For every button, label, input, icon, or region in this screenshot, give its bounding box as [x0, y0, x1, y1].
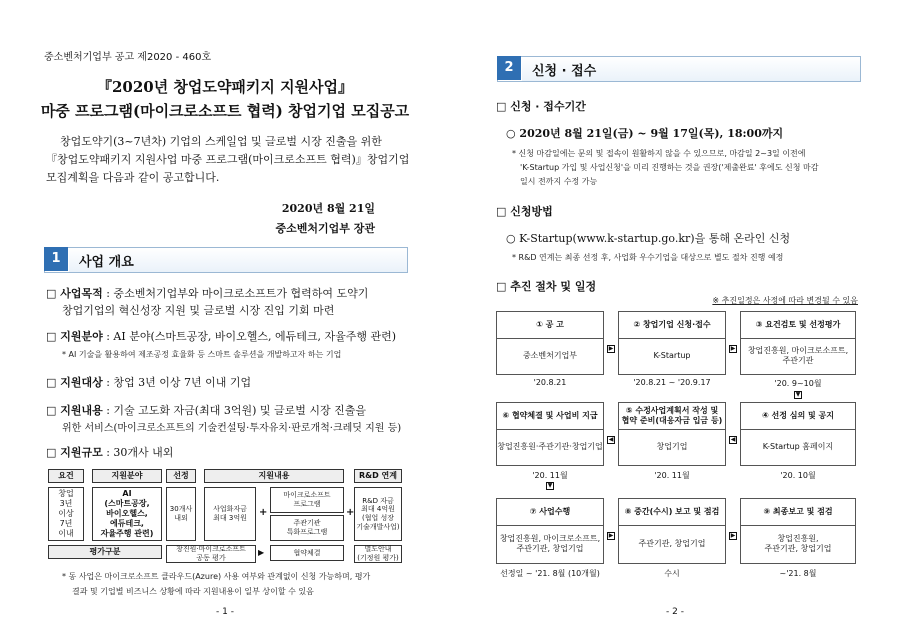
method-note: * R&D 연계는 최종 선정 후, 사업화 우수기업을 대상으로 별도 절차 진행 예정 [512, 253, 784, 262]
step-3 [740, 311, 856, 375]
table-separate: 별도안내 (기정원 평가) [354, 545, 402, 563]
target-label: □ 지원대상 [46, 376, 103, 389]
arrow-down-icon: ▼ [547, 482, 553, 489]
table-select: 30개사 내외 [166, 487, 196, 541]
purpose-text2: 창업기업의 혁신성장 지원 및 글로벌 시장 진입 기회 마련 [62, 304, 335, 317]
table-rnd: R&D 자금 최대 4억원 (협업 성장 기술개발사업) [354, 487, 402, 541]
period-note1: * 신청 마감일에는 문의 및 접속이 원활하지 않을 수 있으므로, 마감일 2~3일 이전에 [512, 149, 806, 158]
doc-title-line2: 마중 프로그램(마이크로소프트 협력) 창업기업 모집공고 [40, 102, 410, 120]
field-label: □ 지원분야 [46, 330, 103, 343]
step-7-body: 창업진흥원, 마이크로소프트, 주관기관, 창업기업 [499, 533, 601, 553]
arrow-right-icon: ▶ [730, 345, 736, 352]
target-row [46, 374, 251, 390]
period-note3: 일시 전까지 수정 가능 [520, 177, 598, 186]
target-text: : 창업 3년 이상 7년 이내 기업 [106, 376, 252, 389]
step-2 [618, 311, 726, 375]
step-4-date: '20. 10월 [780, 471, 816, 480]
section-1-number: 1 [44, 247, 68, 271]
section-1-header [44, 247, 408, 273]
step-2-date: '20.8.21 ~ '20.9.17 [633, 378, 711, 387]
arrow-left-icon: ◀ [608, 436, 614, 443]
step-1-date: '20.8.21 [533, 378, 567, 387]
arrow-right-icon: ▶ [608, 345, 614, 352]
period-text: ○ 2020년 8월 21일(금) ~ 9월 17일(목), 18:00까지 [506, 127, 784, 140]
step-3-date: '20. 9~10월 [774, 379, 822, 388]
notice-number: 중소벤처기업부 공고 제2020 - 460호 [44, 52, 212, 63]
step-5 [618, 402, 726, 466]
process-label: □ 추진 절차 및 일정 [496, 280, 597, 293]
field-row [46, 328, 396, 344]
step-1-body: 중소벤처기업부 [522, 350, 578, 360]
field-text: : AI 분야(스마트공장, 바이오헬스, 에듀테크, 자율주행 관련) [106, 330, 397, 343]
step-6-body: 창업진흥원·주관기관·창업기업 [497, 441, 603, 451]
step-4 [740, 402, 856, 466]
footnote-line1: * 동 사업은 마이크로소프트 클라우드(Azure) 사용 여부와 관계없이 신청 가능하며, 평가 [62, 572, 371, 581]
scale-label: □ 지원규모 [46, 446, 103, 459]
table-ms-program: 마이크로소프트 프로그램 [270, 487, 344, 513]
step-3-head: ③ 요건검토 및 선정평가 [741, 312, 855, 339]
table-fund: 사업화자금 최대 3억원 [204, 487, 256, 541]
content-text2: 위한 서비스(마이크로소프트의 기술컨설팅·투자유치·판로개척·크레딧 지원 등) [62, 423, 402, 434]
method-label: □ 신청방법 [496, 205, 553, 218]
process-note: ※ 추진일정은 사정에 따라 변경될 수 있음 [712, 296, 858, 305]
table-plus-2: + [346, 507, 355, 518]
step-6 [496, 402, 604, 466]
step-8-body: 주관기관, 창업기업 [638, 538, 706, 548]
step-2-body: K-Startup [653, 350, 691, 360]
step-6-date: '20. 11월 [532, 471, 568, 480]
step-4-head: ④ 선정 심의 및 공지 [741, 403, 855, 430]
purpose-row [46, 285, 368, 301]
content-text1: : 기술 고도화 자금(최대 3억원) 및 글로벌 시장 진출을 [106, 404, 367, 417]
method-text: ○ K-Startup(www.k-startup.go.kr)을 통해 온라인 신청 [506, 232, 791, 245]
arrow-down-icon: ▼ [795, 391, 801, 398]
table-field: AI (스마트공장, 바이오헬스, 에듀테크, 자율주행 관련) [92, 487, 162, 541]
table-header-select: 선정 [166, 469, 196, 483]
step-9-head: ⑨ 최종보고 및 점검 [741, 499, 855, 526]
section-2-number: 2 [497, 56, 521, 80]
section-2-header [497, 56, 861, 82]
step-3-body: 창업진흥원, 마이크로소프트, 주관기관 [747, 345, 849, 365]
step-5-head: ⑤ 수정사업계획서 작성 및 협약 준비(대응자금 입금 등) [619, 403, 725, 430]
table-header-field: 지원분야 [92, 469, 162, 483]
step-8-head: ⑧ 중간(수시) 보고 및 점검 [619, 499, 725, 526]
step-7-date: 선정일 ~ '21. 8월 (10개월) [500, 569, 600, 578]
table-org-program: 주관기관 특화프로그램 [270, 515, 344, 541]
intro-line2: 『창업도약패키지 지원사업 마중 프로그램(마이크로소프트 협력)』창업기업 [46, 153, 410, 166]
table-plus-1: + [259, 507, 268, 518]
issuer: 중소벤처기업부 장관 [275, 222, 375, 235]
step-5-body: 창업기업 [656, 441, 688, 451]
step-7-head: ⑦ 사업수행 [497, 499, 603, 526]
table-eval-label: 평가구분 [48, 545, 162, 559]
table-joint-eval: 창진원·마이크로소프트 공동 평가 [166, 545, 256, 563]
intro-line1: 창업도약기(3~7년차) 기업의 스케일업 및 글로벌 시장 진출을 위한 [60, 135, 382, 148]
intro-line3: 모집계획을 다음과 같이 공고합니다. [46, 171, 220, 184]
content-row [46, 402, 366, 418]
step-2-head: ② 창업기업 신청·접수 [619, 312, 725, 339]
field-note: * AI 기술을 활용하여 제조공정 효율화 등 스마트 솔루션을 개발하고자 하는 기업 [62, 350, 342, 359]
scale-row [46, 444, 173, 460]
step-8 [618, 498, 726, 564]
step-1-head: ① 공 고 [497, 312, 603, 339]
page-number-right: - 2 - [666, 607, 684, 617]
section-2-title: 신청 · 접수 [532, 64, 597, 79]
purpose-text1: : 중소벤처기업부와 마이크로소프트가 협력하여 도약기 [106, 287, 369, 300]
content-label: □ 지원내용 [46, 404, 103, 417]
step-8-date: 수시 [664, 569, 680, 578]
page-number-left: - 1 - [216, 607, 234, 617]
purpose-label: □ 사업목적 [46, 287, 103, 300]
step-6-head: ⑥ 협약체결 및 사업비 지급 [497, 403, 603, 430]
period-label: □ 신청 · 접수기간 [496, 100, 586, 113]
step-1 [496, 311, 604, 375]
period-note2: 'K-Startup 가입 및 사업신청'을 미리 진행하는 것을 권장('제출완료' 후에도 신청 마감 [520, 163, 819, 172]
table-header-content: 지원내용 [204, 469, 344, 483]
scale-text: : 30개사 내외 [106, 446, 174, 459]
arrow-right-icon: ▶ [258, 548, 265, 557]
step-9-date: ~'21. 8월 [779, 569, 817, 578]
table-header-rnd: R&D 연계 [354, 469, 402, 483]
doc-title-line1: 『2020년 창업도약패키지 지원사업』 [96, 78, 354, 96]
table-header-req: 요건 [48, 469, 84, 483]
step-4-body: K-Startup 홈페이지 [762, 441, 834, 451]
table-agreement: 협약체결 [270, 545, 344, 561]
step-9 [740, 498, 856, 564]
arrow-right-icon: ▶ [730, 532, 736, 539]
step-5-date: '20. 11월 [654, 471, 690, 480]
section-1-title: 사업 개요 [79, 255, 134, 270]
table-req: 창업 3년 이상 7년 이내 [48, 487, 84, 541]
arrow-left-icon: ◀ [730, 436, 736, 443]
step-7 [496, 498, 604, 564]
footnote-line2: 결과 및 기업별 비즈니스 상황에 따라 지원내용이 일부 상이할 수 있음 [72, 587, 314, 596]
notice-date: 2020년 8월 21일 [281, 202, 375, 215]
arrow-right-icon: ▶ [608, 532, 614, 539]
step-9-body: 창업진흥원, 주관기관, 창업기업 [764, 533, 832, 553]
